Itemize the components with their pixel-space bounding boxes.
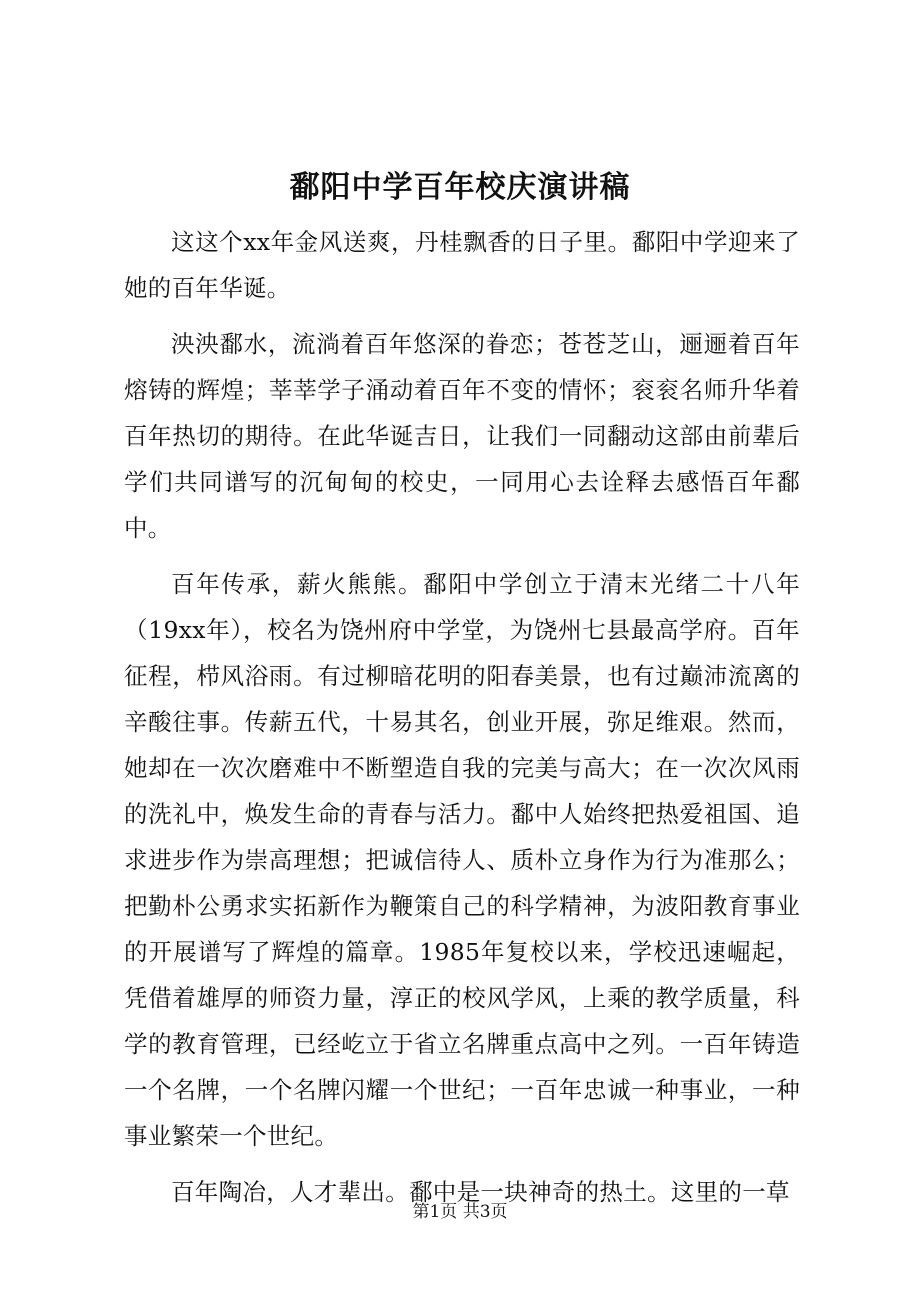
page-footer: 第1页 共3页 <box>412 1202 508 1222</box>
paragraph-4: 百年陶冶，人才辈出。鄱中是一块神奇的热土。这里的一草 <box>171 1178 790 1206</box>
document-body <box>124 219 800 1225</box>
document-title: 鄱阳中学百年校庆演讲稿 <box>289 170 631 205</box>
paragraph-3: 百年传承，薪火熊熊。鄱阳中学创立于清末光绪二十八年（19xx年），校名为饶州府中学堂，为饶州七县最高学府。百年征程，栉风浴雨。有过柳暗花明的阳春美景，也有过巅沛流离的辛酸往事。传薪五代，十易其名，创业开展，弥足维艰。然而，她却在一次次磨难中不断塑造自我的完美与高大；在一次次风雨的洗礼中，焕发生命的青春与活力。鄱中人始终把热爱祖国、追求进步作为崇高理想；把诚信待人、质朴立身作为行为准那么；把勤朴公勇求实拓新作为鞭策自己的科学精神，为波阳教育事业的开展谱写了辉煌的篇章。1985年复校以来，学校迅速崛起，凭借着雄厚的师资力量，淳正的校风学风，上乘的教学质量，科学的教育管理，已经屹立于省立名牌重点高中之列。一百年铸造一个名牌，一个名牌闪耀一个世纪；一百年忠诚一种事业，一种事业繁荣一个世纪。 <box>124 570 800 1150</box>
paragraph-2: 泱泱鄱水，流淌着百年悠深的眷恋；苍苍芝山，逦逦着百年熔铸的辉煌；莘莘学子涌动着百年不变的情怀；衮衮名师升华着百年热切的期待。在此华诞吉日，让我们一同翻动这部由前辈后学们共同谱写的沉甸甸的校史，一同用心去诠释去感悟百年鄱中。 <box>124 330 800 542</box>
paragraph-1: 这这个xx年金风送爽，丹桂飘香的日子里。鄱阳中学迎来了她的百年华诞。 <box>124 228 800 302</box>
